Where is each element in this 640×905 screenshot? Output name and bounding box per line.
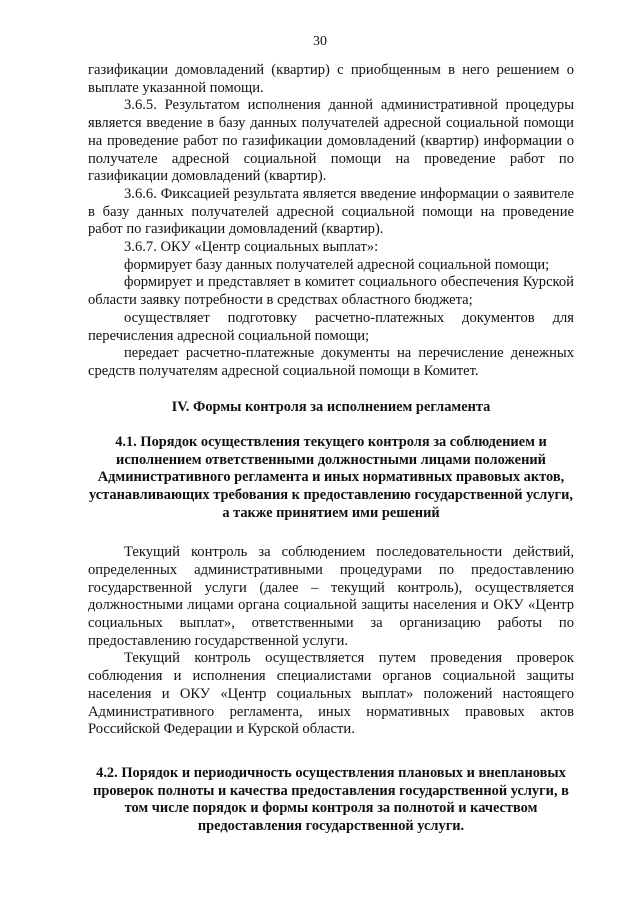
paragraph-3-6-6: 3.6.6. Фиксацией результата является введение информации о заявителе в базу данных получателей адресной социальной помощи на проведение работ по газификации домовладений (квартир). — [88, 185, 574, 238]
subsection-title-4-1: 4.1. Порядок осуществления текущего контроля за соблюдением и исполнением ответственными должностными лицами положений Административного регламента и иных нормативных правовых актов, устанавливающих требования к предоставлению государственной услуги, а также принятием ими решений — [89, 434, 573, 521]
subsection-title-4-2: 4.2. Порядок и периодичность осуществления плановых и внеплановых проверок полноты и качества предоставления государственной услуги, в том числе порядок и формы контроля за полнотой и качеством предоставления государственной услуги. — [93, 764, 569, 834]
paragraph-list-item: осуществляет подготовку расчетно-платежных документов для перечисления адресной социальной помощи; — [88, 309, 574, 344]
paragraph-3-6-7: 3.6.7. ОКУ «Центр социальных выплат»: — [124, 239, 379, 256]
paragraph-current-control: Текущий контроль за соблюдением последовательности действий, определенных административными процедурами по предоставлению государственной услуги (далее – текущий контроль), осуществляется должностными лицами органа социальной защиты населения и ОКУ «Центр социальных выплат», ответственными за организацию работы по предоставлению государственной услуги. — [88, 544, 574, 649]
paragraph-list-item: передает расчетно-платежные документы на перечисление денежных средств получателям адресной социальной помощи в Комитет. — [88, 345, 574, 379]
section-title: IV. Формы контроля за исполнением регламента — [171, 398, 491, 415]
paragraph-continuation: газификации домовладений (квартир) с приобщенным в него решением о выплате указанной помощи. — [88, 62, 574, 96]
paragraph-3-6-5: 3.6.5. Результатом исполнения данной административной процедуры является введение в базу данных получателей адресной социальной помощи на проведение работ по газификации домовладений (квартир) информации о получателе адресной социальной помощи на проведение работ по газификации домовладений (квартир). — [88, 97, 574, 185]
paragraph-control-checks: Текущий контроль осуществляется путем проведения проверок соблюдения и исполнения специалистами органов социальной защиты населения и ОКУ «Центр социальных выплат» положений настоящего Административного регламента, иных нормативных правовых актов Российской Федерации и Курской области. — [88, 650, 574, 738]
paragraph-list-item: формирует и представляет в комитет социального обеспечения Курской области заявку потребности в средствах областного бюджета; — [88, 274, 574, 309]
page-number: 30 — [313, 34, 327, 49]
paragraph-list-item: формирует базу данных получателей адресной социальной помощи; — [124, 256, 550, 273]
